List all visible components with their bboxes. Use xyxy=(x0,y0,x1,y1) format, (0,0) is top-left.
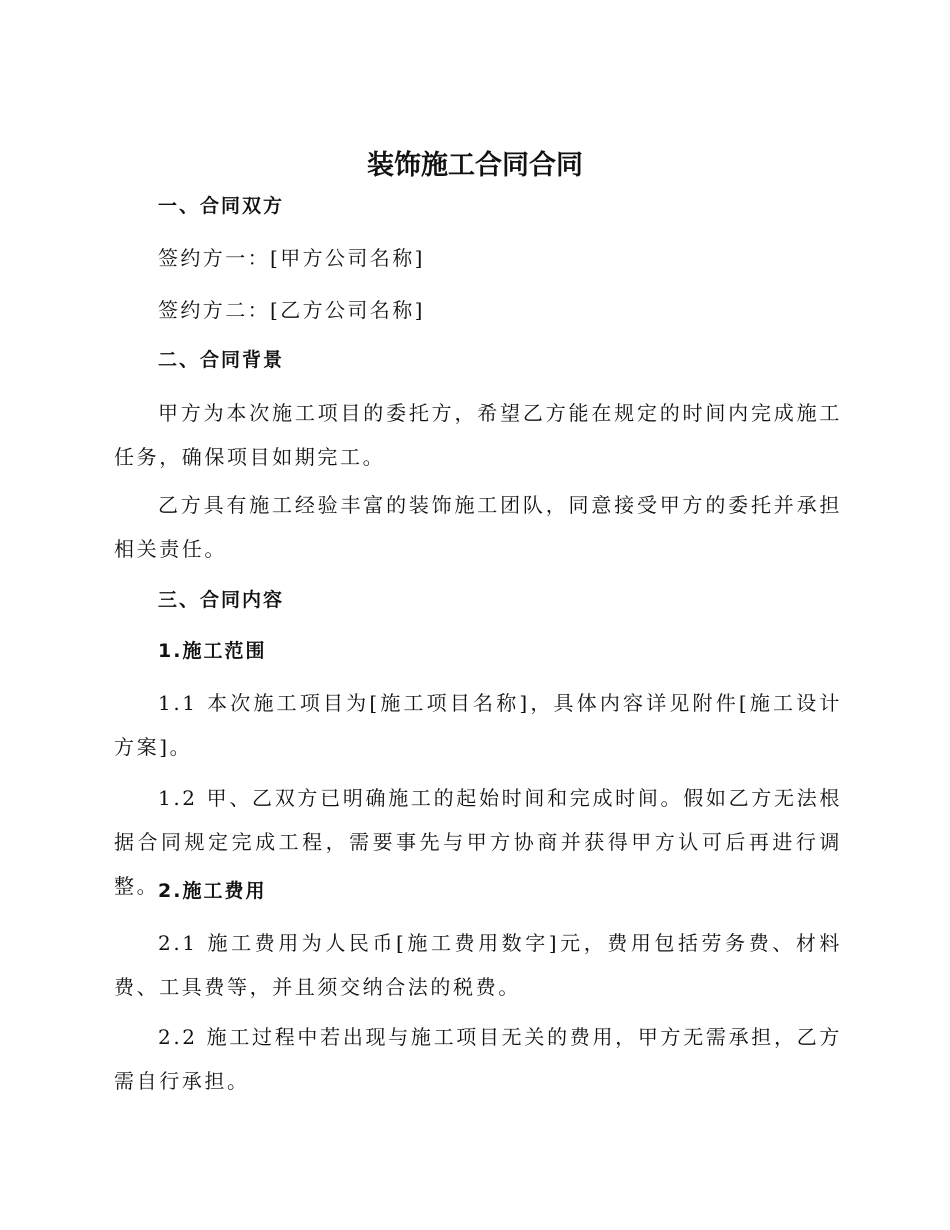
subsection-heading-scope: 1.施工范围 xyxy=(158,640,267,662)
subsection-heading-fees: 2.施工费用 xyxy=(158,880,267,902)
document-title: 装饰施工合同合同 xyxy=(367,150,583,181)
section-heading-background: 二、合同背景 xyxy=(158,349,285,371)
background-paragraph-2: 乙方具有施工经验丰富的装饰施工团队，同意接受甲方的委托并承担相关责任。 xyxy=(114,493,842,561)
section-heading-parties: 一、合同双方 xyxy=(158,195,285,217)
section-heading-content: 三、合同内容 xyxy=(158,589,285,611)
clause-1-1: 1.1 本次施工项目为[施工项目名称]，具体内容详见附件[施工设计方案]。 xyxy=(114,691,842,759)
clause-2-1: 2.1 施工费用为人民币[施工费用数字]元，费用包括劳务费、材料费、工具费等，并且须交纳合法的税费。 xyxy=(114,931,842,999)
clause-2-2: 2.2 施工过程中若出现与施工项目无关的费用，甲方无需承担，乙方需自行承担。 xyxy=(114,1025,842,1093)
clause-1-2: 1.2 甲、乙双方已明确施工的起始时间和完成时间。假如乙方无法根据合同规定完成工程，需要事先与甲方协商并获得甲方认可后再进行调整。 xyxy=(114,786,842,898)
party-b-line: 签约方二：[乙方公司名称] xyxy=(158,298,425,322)
party-a-line: 签约方一：[甲方公司名称] xyxy=(158,246,425,270)
background-paragraph-1: 甲方为本次施工项目的委托方，希望乙方能在规定的时间内完成施工任务，确保项目如期完工。 xyxy=(114,401,842,469)
